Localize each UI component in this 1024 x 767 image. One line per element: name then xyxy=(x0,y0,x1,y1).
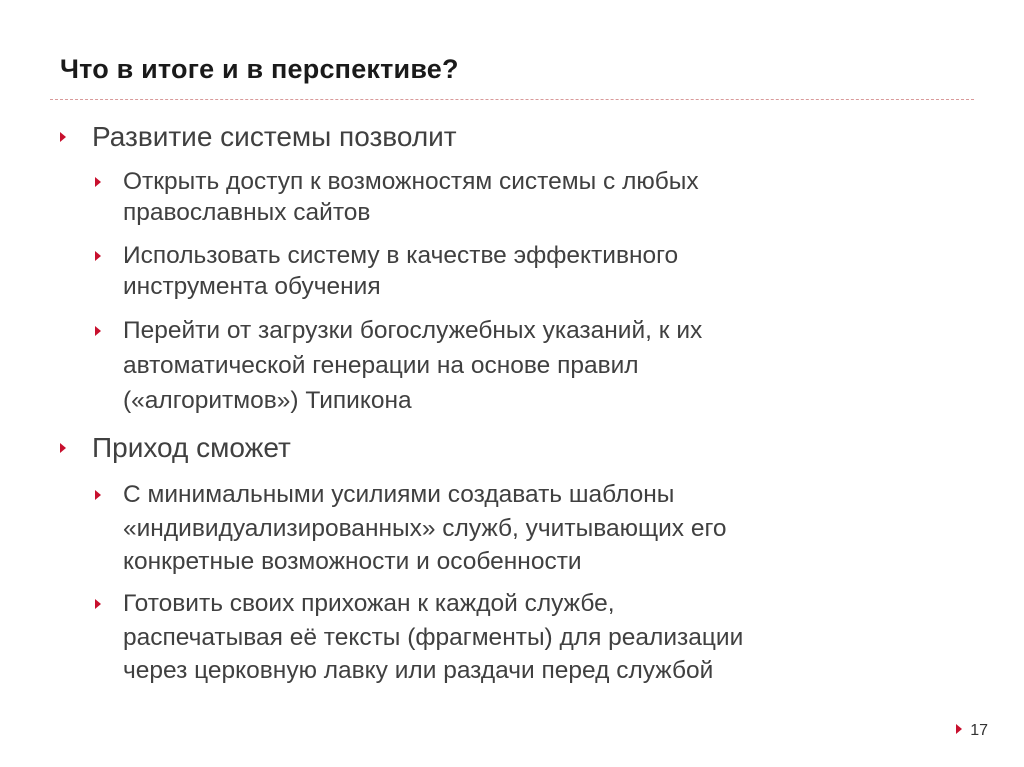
slide-title: Что в итоге и в перспективе? xyxy=(60,54,459,84)
bullet-line: Открыть доступ к возможностям системы с любых xyxy=(123,168,699,195)
bullet-line: конкретные возможности и особенности xyxy=(123,548,582,575)
bullet-arrow-icon xyxy=(95,251,101,261)
bullet-line: инструмента обучения xyxy=(123,273,381,300)
bullet-arrow-icon xyxy=(95,490,101,500)
page-arrow-icon xyxy=(956,724,962,734)
bullet-line: С минимальными усилиями создавать шаблоны xyxy=(123,481,675,508)
bullet-line: «индивидуализированных» служб, учитывающих его xyxy=(123,515,727,542)
section-heading-1: Развитие системы позволит xyxy=(92,121,457,152)
bullet-line: Использовать систему в качестве эффективного xyxy=(123,242,679,269)
bullet-arrow-icon xyxy=(60,132,66,142)
bullet-line: Готовить своих прихожан к каждой службе, xyxy=(123,590,615,617)
bullet-line: Перейти от загрузки богослужебных указаний, к их xyxy=(123,317,703,344)
section-heading-2: Приход сможет xyxy=(92,432,291,463)
bullet-arrow-icon xyxy=(95,177,101,187)
page-number-value: 17 xyxy=(970,722,988,739)
page-number xyxy=(956,722,988,740)
bullet-line: распечатывая её тексты (фрагменты) для реализации xyxy=(123,624,744,651)
bullet-line: автоматической генерации на основе правил xyxy=(123,352,639,379)
bullet-line: через церковную лавку или раздачи перед службой xyxy=(123,657,714,684)
bullet-line: («алгоритмов») Типикона xyxy=(123,387,412,414)
bullet-line: православных сайтов xyxy=(123,199,371,226)
bullet-arrow-icon xyxy=(95,599,101,609)
bullet-arrow-icon xyxy=(95,326,101,336)
bullet-arrow-icon xyxy=(60,443,66,453)
